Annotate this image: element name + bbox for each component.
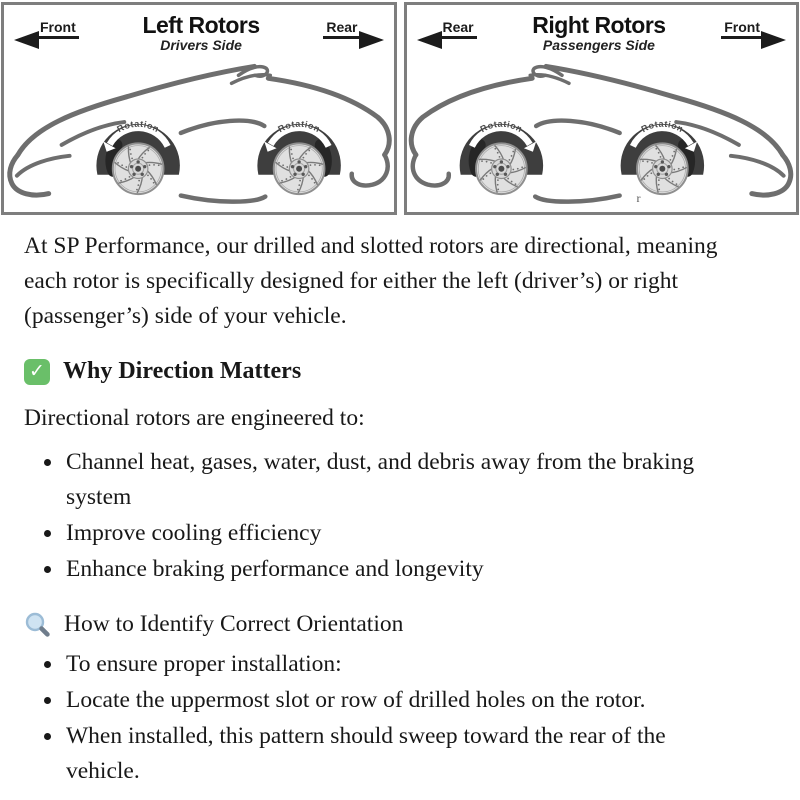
rotor-panel-left bbox=[1, 2, 397, 215]
list-item: • To ensure proper installation: bbox=[64, 647, 734, 682]
panel-header bbox=[4, 5, 394, 53]
svg-text:Rotation: Rotation bbox=[115, 118, 162, 135]
section-title: Why Direction Matters bbox=[63, 358, 302, 384]
arrow-right-icon bbox=[359, 31, 384, 49]
direction-label: Rear bbox=[440, 20, 477, 39]
list-item: • Improve cooling efficiency bbox=[64, 516, 734, 551]
panel-title: Left Rotors bbox=[142, 12, 260, 38]
list-item: • Channel heat, gases, water, dust, and debris away from the braking system bbox=[64, 445, 734, 515]
benefits-list bbox=[24, 445, 776, 587]
rear-direction-arrow bbox=[417, 20, 477, 39]
rotor-direction-diagram bbox=[0, 0, 800, 215]
arrow-right-icon bbox=[761, 31, 786, 49]
front-direction-arrow bbox=[721, 20, 786, 39]
car-illustration-left bbox=[4, 49, 394, 207]
section-heading-direction-matters bbox=[24, 358, 776, 385]
panel-title: Right Rotors bbox=[532, 12, 666, 38]
magnifier-icon bbox=[24, 611, 51, 638]
front-direction-arrow bbox=[14, 20, 79, 39]
list-item: • When installed, this pattern should sweep toward the rear of the vehicle. bbox=[64, 719, 734, 789]
list-item: • Enhance braking performance and longevity bbox=[64, 552, 734, 587]
article-body bbox=[0, 215, 800, 789]
scan-artifact: r bbox=[636, 191, 641, 205]
svg-text:Rotation: Rotation bbox=[477, 118, 524, 135]
arrow-left-icon bbox=[14, 31, 39, 49]
rear-direction-arrow bbox=[323, 20, 383, 39]
direction-label: Rear bbox=[323, 20, 360, 39]
panel-header bbox=[407, 5, 797, 53]
svg-text:Rotation: Rotation bbox=[276, 118, 323, 135]
panel-subtitle: Drivers Side bbox=[160, 37, 242, 54]
orientation-steps-list bbox=[24, 647, 776, 789]
section-title: How to Identify Correct Orientation bbox=[64, 611, 404, 637]
section-heading-identify-orientation bbox=[24, 611, 776, 638]
direction-label: Front bbox=[721, 20, 763, 39]
intro-paragraph: At SP Performance, our drilled and slotted rotors are directional, meaning each rotor is specifically designed for either the left (driver’s) or right (passenger’s) side of your vehicle. bbox=[24, 233, 718, 329]
panel-subtitle: Passengers Side bbox=[542, 37, 655, 54]
section-lead: Directional rotors are engineered to: bbox=[24, 405, 365, 431]
direction-label: Front bbox=[37, 20, 79, 39]
list-item: • Locate the uppermost slot or row of drilled holes on the rotor. bbox=[64, 683, 734, 718]
car-illustration-right bbox=[407, 49, 797, 207]
arrow-left-icon bbox=[417, 31, 442, 49]
svg-text:Rotation: Rotation bbox=[638, 118, 685, 135]
rotor-panel-right bbox=[404, 2, 800, 215]
check-icon: ✓ bbox=[24, 359, 50, 385]
